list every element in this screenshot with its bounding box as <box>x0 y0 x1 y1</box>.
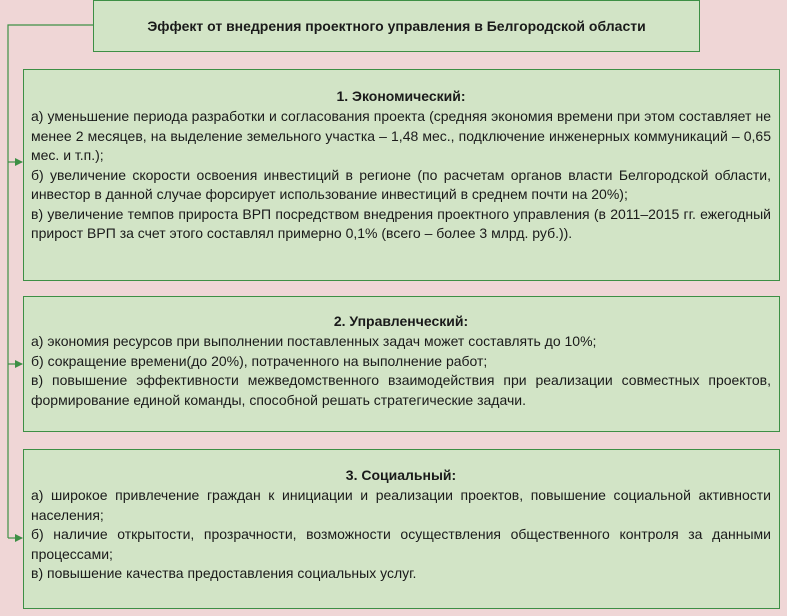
section-economic <box>23 69 780 281</box>
section-item: а) уменьшение периода разработки и согласования проекта (средняя экономия времени при этом составляет не менее 2 месяцев, на выделение земельного участка – 1,48 мес., подключение инженерных коммуникаций – 0,65 мес. и т.п.); <box>31 108 771 163</box>
section-item: а) широкое привлечение граждан к инициации и реализации проектов, повышение социальной активности населения; <box>31 487 771 523</box>
section-social <box>23 449 780 609</box>
section-managerial <box>23 296 780 432</box>
section-item: б) увеличение скорости освоения инвестиций в регионе (по расчетам органов власти Белгородской области, инвестор в данной случае форсирует использование инвестиций в среднем почти на 20%); <box>31 166 771 202</box>
diagram-title: Эффект от внедрения проектного управления в Белгородской области <box>147 18 646 34</box>
section-item: в) увеличение темпов прироста ВРП посредством внедрения проектного управления (в 2011–2015 гг. ежегодный прирост ВРП за счет этого составлял примерно 0,1% (всего – более 3 млрд. руб.)). <box>31 205 771 241</box>
section-item: в) повышение качества предоставления социальных услуг. <box>31 565 417 581</box>
diagram-title-box <box>93 0 700 52</box>
section-item: б) наличие открытости, прозрачности, возможности осуществления общественного контроля за данными процессами; <box>31 526 771 562</box>
section-heading: 3. Социальный: <box>345 467 457 483</box>
section-item: в) повышение эффективности межведомственного взаимодействия при реализации совместных проектов, формирование единой команды, способной решать стратегические задачи. <box>31 372 771 408</box>
section-item: б) сокращение времени(до 20%), потраченного на выполнение работ; <box>31 352 488 369</box>
section-heading: 1. Экономический: <box>336 88 466 104</box>
section-item: а) экономия ресурсов при выполнении поставленных задач может составлять до 10%; <box>31 333 597 349</box>
section-heading: 2. Управленческий: <box>333 313 469 329</box>
